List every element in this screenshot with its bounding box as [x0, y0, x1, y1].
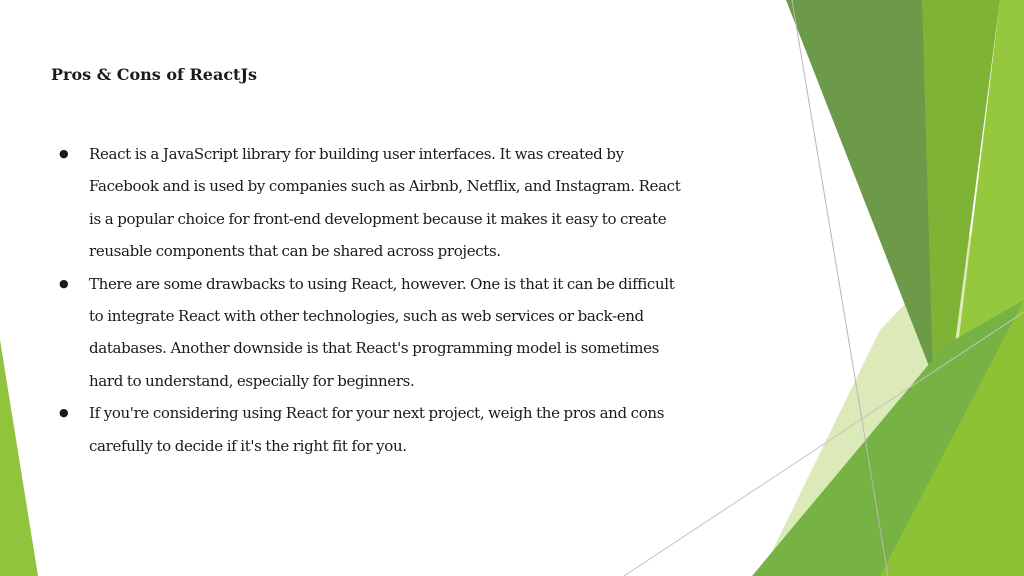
bullet-item [58, 397, 688, 462]
bullet-text: There are some drawbacks to using React, however. One is that it can be difficult to integrate React with other technologies, such as web services or back-end databases. Another downside is that React's programming model is sometimes hard to understand, especially for beginners. [89, 274, 675, 390]
bullet-list [58, 138, 688, 462]
decor-left-shape [0, 340, 38, 576]
bullet-text: React is a JavaScript library for building user interfaces. It was created by Facebook and is used by companies such as Airbnb, Netflix, and Instagram. React is a popular choice for front-end development because it makes it easy to create reusable components that can be shared across projects. [89, 145, 681, 261]
bullet-dot: ● [59, 147, 69, 160]
bullet-text: If you're considering using React for your next project, weigh the pros and cons carefully to decide if it's the right fit for you. [89, 404, 665, 455]
bullet-dot: ● [59, 406, 69, 420]
bullet-item [58, 138, 688, 268]
bullet-dot: ● [59, 276, 69, 290]
slide-title: Pros & Cons of ReactJs [51, 65, 258, 84]
bullet-item [58, 268, 688, 398]
